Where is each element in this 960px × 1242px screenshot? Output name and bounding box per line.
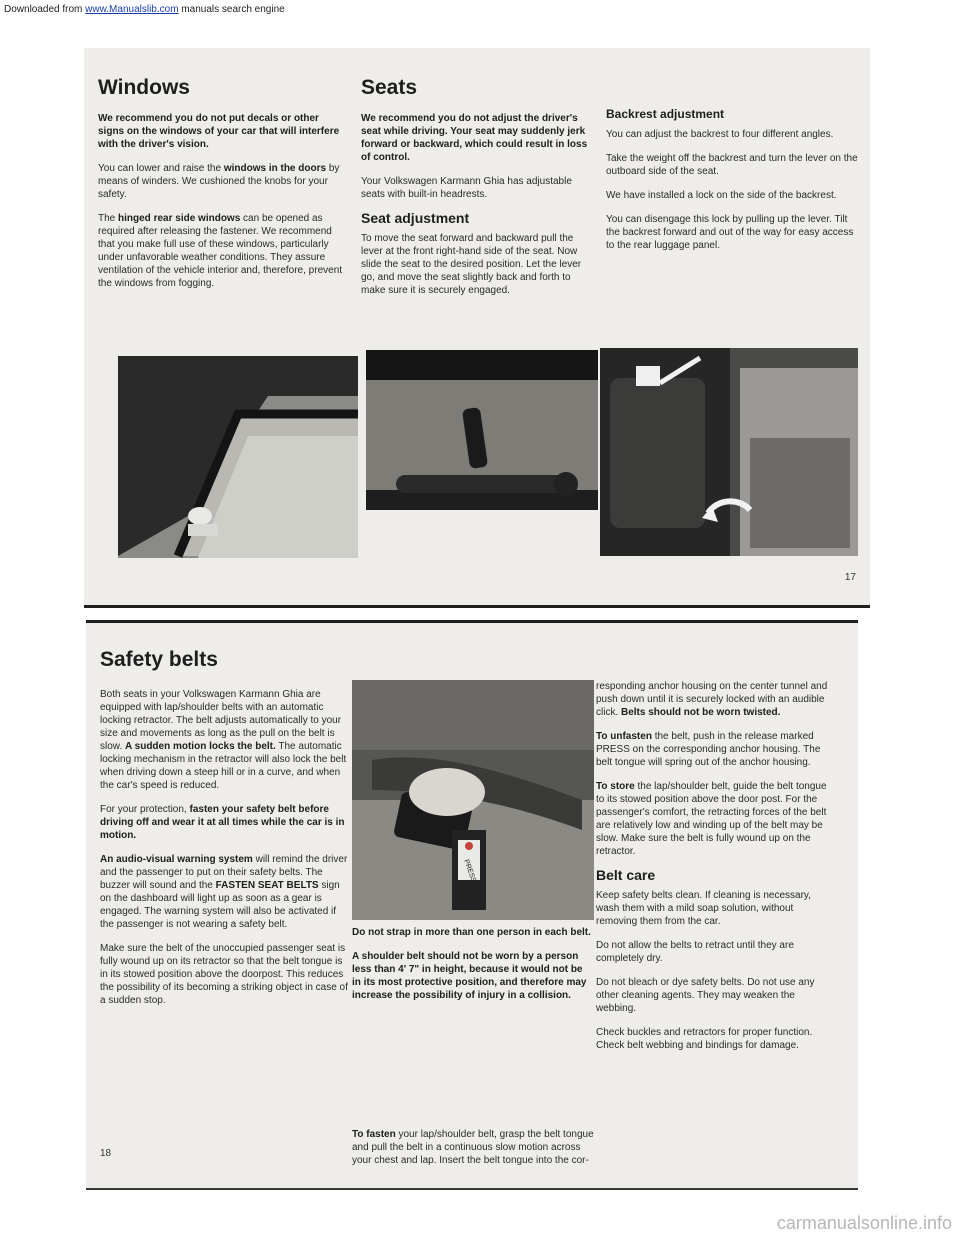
one-person-warning: Do not strap in more than one person in each belt. bbox=[352, 927, 591, 938]
seats-warning: We recommend you do not adjust the driver's seat while driving. Your seat may suddenly jerk forward or backward, which could result in loss of control. bbox=[361, 113, 588, 163]
belt-care-bleach: Do not bleach or dye safety belts. Do not use any other cleaning agents. They may weaken the webbing. bbox=[596, 977, 815, 1014]
store-paragraph: To store the lap/shoulder belt, guide the belt tongue to its stowed position above the door post. For the passenger's comfort, the retracting forces of the belt are relatively low and winding up of the belt may be slow. Make sure the belt is fully wound up on the retractor. bbox=[596, 781, 827, 857]
belt-usage-column bbox=[596, 680, 828, 1063]
manualslib-link[interactable]: www.Manualslib.com bbox=[85, 4, 179, 15]
seat-adjustment-text: To move the seat forward and backward pull the lever at the front right-hand side of the seat. Now slide the seat to the desired position. Let the lever go, and move the seat slightly back and forth to make sure it is securely engaged. bbox=[361, 233, 582, 296]
backrest-lock: We have installed a lock on the side of the backrest. bbox=[606, 190, 837, 201]
backrest-lever: Take the weight off the backrest and turn the lever on the outboard side of the seat. bbox=[606, 153, 858, 177]
download-suffix: manuals search engine bbox=[178, 4, 285, 15]
belt-care-heading: Belt care bbox=[596, 867, 656, 883]
belt-care-clean: Keep safety belts clean. If cleaning is necessary, wash them with a mild soap solution, without removing them from the car. bbox=[596, 890, 811, 927]
fasten-instructions bbox=[352, 1128, 594, 1178]
backrest-lock-photo bbox=[600, 348, 858, 556]
windows-warning: We recommend you do not put decals or other signs on the windows of your car that will interfere with the driver's vision. bbox=[98, 113, 340, 150]
seats-intro: Your Volkswagen Karmann Ghia has adjustable seats with built-in headrests. bbox=[361, 176, 572, 200]
windows-title: Windows bbox=[98, 76, 190, 99]
page-bottom-edge bbox=[84, 605, 870, 608]
backrest-lock-illustration bbox=[600, 348, 858, 556]
page-bottom-edge bbox=[86, 1188, 858, 1190]
safety-belts-main-column bbox=[100, 648, 348, 1018]
belt-intro-paragraph: Both seats in your Volkswagen Karmann Ghia are equipped with lap/shoulder belts with an automatic locking retractor. The belt adjusts automatically to your size and movements as long as the pull on the belt is slow. A sudden motion locks the belt. The automatic locking mechanism in the retractor will also lock the belt when driving down a steep hill or in a curve, and when the car's speed is reduced. bbox=[100, 689, 347, 791]
unfasten-paragraph: To unfasten the belt, push in the release marked PRESS on the corresponding anchor housing. The belt tongue will spring out of the anchor housing. bbox=[596, 731, 821, 768]
manual-page-17 bbox=[84, 48, 870, 608]
backrest-disengage: You can disengage this lock by pulling up the lever. Tilt the backrest forward and out of the way for easy access to the rear luggage panel. bbox=[606, 214, 854, 251]
page-number-17: 17 bbox=[844, 572, 856, 583]
seat-lever-illustration bbox=[366, 350, 598, 510]
backrest-heading: Backrest adjustment bbox=[606, 107, 725, 121]
belt-protection-paragraph: For your protection, fasten your safety belt before driving off and wear it at all times while the car is in motion. bbox=[100, 804, 345, 841]
seat-adjustment-heading: Seat adjustment bbox=[361, 210, 470, 226]
belt-buckle-photo bbox=[352, 680, 594, 920]
rear-windows-paragraph: The hinged rear side windows can be opened as required after releasing the fastener. We recommend that you make full use of these windows, particularly under unfavorable weather conditions. They assure ventilation of the vehicle interior and, therefore, prevent the windows from fogging. bbox=[98, 213, 343, 289]
belt-warnings-column bbox=[352, 926, 594, 1013]
windows-doors-paragraph: You can lower and raise the windows in the doors by means of winders. We cushioned the knobs for your safety. bbox=[98, 163, 340, 200]
safety-belts-title: Safety belts bbox=[100, 648, 218, 671]
seats-title: Seats bbox=[361, 76, 418, 99]
page-number-18: 18 bbox=[100, 1148, 112, 1159]
unoccupied-seat-paragraph: Make sure the belt of the unoccupied passenger seat is fully wound up on its retractor so that the belt tongue is in its stowed position above the doorpost. This reduces the possibility of its becoming a striking object in case of a sudden stop. bbox=[100, 943, 348, 1006]
rear-window-photo bbox=[118, 356, 358, 558]
seat-lever-photo bbox=[366, 350, 598, 510]
page-top-edge bbox=[86, 620, 858, 623]
rear-window-illustration bbox=[118, 356, 358, 558]
warning-system-paragraph: An audio-visual warning system will remind the driver and the passenger to put on their safety belts. The buzzer will sound and the FASTEN SEAT BELTS sign on the dashboard will light up as soon as a gear is engaged. The warning system will also be activated if the passenger is not wearing a safety belt. bbox=[100, 854, 348, 930]
site-watermark: carmanualsonline.info bbox=[776, 1213, 952, 1233]
buckle-press-label: PRESS bbox=[462, 858, 477, 884]
belt-care-check: Check buckles and retractors for proper function. Check belt webbing and bindings for damage. bbox=[596, 1027, 813, 1051]
fasten-paragraph: To fasten your lap/shoulder belt, grasp the belt tongue and pull the belt in a continuous slow motion across your chest and lap. Insert the belt tongue into the cor- bbox=[352, 1129, 594, 1166]
anchor-paragraph: responding anchor housing on the center tunnel and push down until it is securely locked with an audible click. Belts should not be worn twisted. bbox=[596, 681, 828, 718]
download-notice bbox=[4, 4, 285, 15]
height-warning: A shoulder belt should not be worn by a person less than 4' 7" in height, because it would not be in its most protective position, and therefore may increase the possibility of injury in a collision. bbox=[352, 951, 587, 1001]
windows-section bbox=[98, 76, 346, 301]
backrest-section bbox=[606, 108, 858, 263]
download-prefix: Downloaded from bbox=[4, 4, 86, 15]
belt-buckle-illustration bbox=[352, 680, 594, 920]
manual-page-18 bbox=[86, 620, 858, 1190]
belt-care-dry: Do not allow the belts to retract until they are completely dry. bbox=[596, 940, 794, 964]
seats-section bbox=[361, 76, 593, 308]
backrest-angles: You can adjust the backrest to four different angles. bbox=[606, 129, 834, 140]
